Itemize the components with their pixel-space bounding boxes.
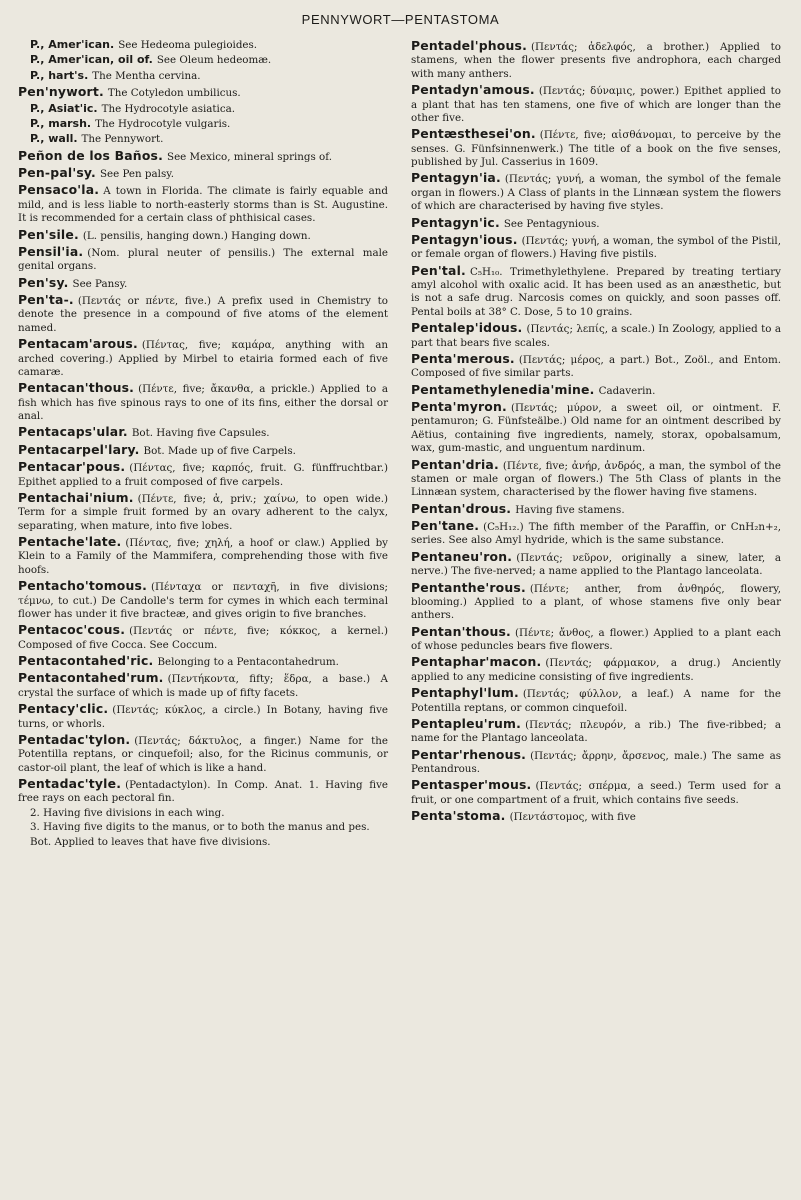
entry-definition: 2. Having five divisions in each wing. xyxy=(30,806,225,819)
dictionary-entry xyxy=(18,836,388,849)
entry-definition: (Πέντε, five; ἀνήρ, ἀνδρός, a man, the symbol of the stamen or male organ of flowers.) The 5th Class of plants in the Linnæan system, characterised by the flower having five stamens. xyxy=(411,459,781,499)
dictionary-entry xyxy=(18,701,388,731)
entry-headword: Pentadac'tyle. xyxy=(18,776,122,791)
entry-headword: Pen-pal'sy. xyxy=(18,165,96,180)
entry-headword: Pentar'rhenous. xyxy=(411,746,527,762)
entry-definition: See Hedeoma pulegioides. xyxy=(118,39,258,51)
dictionary-entry xyxy=(18,102,388,116)
entry-headword: Pentasper'mous. xyxy=(411,777,532,793)
dictionary-entry xyxy=(18,424,388,440)
entry-headword: P., Amer'ican. xyxy=(30,38,115,51)
entry-definition: C₅H₁₀. Trimethylethylene. Prepared by treating tertiary amyl alcohol with oxalic acid. It has been used as an anæsthetic, but is not a safe drug. Narcosis comes on quickly, and soon passes off. Pental boils at 38° C. Dose, 5 to 10 grains. xyxy=(411,265,781,318)
dictionary-entry xyxy=(411,685,781,715)
dictionary-entry xyxy=(411,38,781,81)
entry-headword: Pentache'late. xyxy=(18,534,122,549)
entry-headword: Pentan'drous. xyxy=(411,500,512,516)
dictionary-entry xyxy=(411,549,781,579)
entry-definition: (Πέντας, five; χηλή, a hoof or claw.) Applied by Klein to a Family of the Mammifera, comprehending those with five hoofs. xyxy=(18,537,388,576)
entry-definition: (Πεντάς; μύρον, a sweet oil, or ointment. F. pentamuron; G. Fünfsteälbe.) Old name for an ointment described by Aëtius, containing five ingredients, namely, storax, opobalsamum, wax, gum-mastic, and unguentum nardinum. xyxy=(411,402,781,455)
dictionary-entry xyxy=(18,148,388,164)
entry-definition: (Πεντάς; γυνή, a woman, the symbol of the Pistil, or female organ of flowers.) Having five pistils. xyxy=(411,234,781,261)
dictionary-entry xyxy=(411,777,781,807)
entry-definition: A town in Florida. The climate is fairly equable and mild, and is less liable to north-easterly storms than is St. Augustine. It is recommended for a certain class of phthisical cases. xyxy=(18,185,388,225)
entry-headword: Pentapleu'rum. xyxy=(411,715,522,731)
entry-definition: (Πεντήκοντα, fifty; ἕδρα, a base.) A crystal the surface of which is made up of fifty facets. xyxy=(18,673,388,699)
entry-definition: (Πεντάς; σπέρμα, a seed.) Term used for a fruit, or one compartment of a fruit, which contains five seeds. xyxy=(411,780,781,806)
dictionary-entry xyxy=(411,320,781,350)
entry-headword: P., Amer'ican, oil of. xyxy=(30,53,153,67)
dictionary-entry xyxy=(18,275,388,291)
entry-definition: (Πεντάς; δύναμις, power.) Epithet applied to a plant that has ten stamens, one five of which are longer than the other five. xyxy=(411,85,781,124)
entry-definition: The Mentha cervina. xyxy=(92,69,201,82)
entry-headword: Pentamethylenedia'mine. xyxy=(411,381,595,397)
entry-headword: Pensaco'la. xyxy=(18,182,100,198)
entry-headword: Pentacam'arous. xyxy=(18,336,138,352)
entry-headword: Pentan'thous. xyxy=(411,623,511,639)
dictionary-entry xyxy=(411,624,781,654)
dictionary-entry xyxy=(18,182,388,225)
dictionary-entry xyxy=(411,457,781,500)
dictionary-entry xyxy=(411,351,781,381)
entry-definition: See Pentagynious. xyxy=(503,217,600,230)
dictionary-entry xyxy=(411,580,781,623)
entry-headword: Pentadac'tylon. xyxy=(18,731,131,747)
entry-definition: (Πεντάστομος, with five xyxy=(509,811,636,824)
entry-headword: Pentacho'tomous. xyxy=(18,578,148,594)
entry-definition: (Πεντάς; λεπίς, a scale.) In Zoology, applied to a part that bears five scales. xyxy=(411,323,781,349)
entry-headword: P., wall. xyxy=(30,132,78,146)
dictionary-entry xyxy=(18,292,388,335)
dictionary-entry xyxy=(18,53,388,67)
dictionary-entry xyxy=(411,399,781,456)
entry-definition: (Pentadactylon). In Comp. Anat. 1. Having five free rays on each pectoral fin. xyxy=(18,779,388,805)
entry-headword: P., marsh. xyxy=(30,116,92,130)
dictionary-entry xyxy=(18,653,388,669)
dictionary-entry xyxy=(18,117,388,131)
entry-definition: The Hydrocotyle vulgaris. xyxy=(95,117,231,130)
entry-definition: See Oleum hedeomæ. xyxy=(156,54,272,67)
left-column xyxy=(18,38,388,850)
entry-definition: (Πέντας, five; καμάρα, anything with an arched covering.) Applied by Mirbel to etairia formed each of five camaræ. xyxy=(18,339,388,378)
dictionary-entry xyxy=(18,622,388,652)
entry-headword: Pentaneu'ron. xyxy=(411,548,513,564)
entry-definition: (Πεντάς or πέντε, five; κόκκος, a kernel.) Composed of five Cocca. See Coccum. xyxy=(18,625,388,651)
dictionary-entry xyxy=(18,69,388,83)
entry-headword: Pentaphyl'lum. xyxy=(411,685,519,701)
entry-definition: (Πεντάς; ἀδελφός, a brother.) Applied to stamens, when the flower presents five androphora, each charged with many anthers. xyxy=(411,41,781,80)
entry-headword: Pentacarpel'lary. xyxy=(18,441,140,457)
entry-definition: The Pennywort. xyxy=(81,133,164,146)
dictionary-entry xyxy=(18,578,388,621)
entry-headword: Pentacy'clic. xyxy=(18,701,109,717)
entry-headword: Pentadel'phous. xyxy=(411,38,528,53)
entry-definition: (Πεντάς; μέρος, a part.) Bot., Zoöl., and Entom. Composed of five similar parts. xyxy=(411,353,781,380)
entry-headword: Pentacar'pous. xyxy=(18,459,126,475)
entry-headword: Pen'nywort. xyxy=(18,84,104,100)
dictionary-entry xyxy=(18,807,388,820)
entry-headword: Pentacontahed'ric. xyxy=(18,653,154,668)
dictionary-entry xyxy=(18,732,388,775)
entry-definition: (Πεντάς; ἄρρην, ἄρσενος, male.) The same as Pentandrous. xyxy=(411,749,781,775)
entry-headword: Penta'merous. xyxy=(411,350,515,366)
entry-definition: Having five stamens. xyxy=(515,503,625,516)
dictionary-entry xyxy=(18,670,388,700)
entry-definition: (Nom. plural neuter of pensilis.) The external male genital organs. xyxy=(18,246,388,273)
entry-definition: (Πέντε, five; αἰσθάνομαι, to perceive by the senses. G. Fünfsinnenwerk.) The title of a book on the five senses, published by Jul. Casserius in 1609. xyxy=(411,129,781,168)
entry-definition: (Πεντάς; φάρμακον, a drug.) Anciently applied to any medicine consisting of five ingredients. xyxy=(411,657,781,683)
dictionary-entry xyxy=(18,459,388,489)
entry-definition: (Πεντάς; γυνή, a woman, the symbol of the female organ in flowers.) A Class of plants in the Linnæan system the flowers of which are characterised by having five styles. xyxy=(411,173,781,213)
entry-definition: Bot. Made up of five Carpels. xyxy=(143,444,296,457)
entry-definition: (Πένταχα or πενταχῆ, in five divisions; τέμνω, to cut.) De Candolle's term for cymes in which each terminal flower has under it five bracteæ, and gives origin to five branches. xyxy=(18,581,388,620)
entry-definition: (Πεντάς; πλευρόν, a rib.) The five-ribbed; a name for the Plantago lanceolata. xyxy=(411,718,781,745)
entry-headword: Pen'ta-. xyxy=(18,292,74,307)
entry-definition: (Πεντάς; κύκλος, a circle.) In Botany, having five turns, or whorls. xyxy=(18,704,388,730)
entry-definition: See Pansy. xyxy=(72,277,128,290)
entry-headword: P., hart's. xyxy=(30,68,89,82)
entry-definition: The Hydrocotyle asiatica. xyxy=(101,102,236,115)
dictionary-entry xyxy=(411,170,781,213)
entry-headword: Pentacoc'cous. xyxy=(18,622,126,638)
entry-definition: (Πέντε, five; ἀ, priv.; χαίνω, to open wide.) Term for a simple fruit formed by an ovary adherent to the calyx, separating, when mature, into five lobes. xyxy=(18,492,388,532)
dictionary-entry xyxy=(18,84,388,100)
dictionary-entry xyxy=(18,336,388,379)
entry-headword: Pentadyn'amous. xyxy=(411,82,535,98)
dictionary-entry xyxy=(18,534,388,577)
entry-headword: Pentacan'thous. xyxy=(18,380,135,396)
entry-headword: Pentagyn'ious. xyxy=(411,231,518,247)
entry-headword: Pen'sile. xyxy=(18,226,79,242)
entry-headword: Pentan'dria. xyxy=(411,456,499,472)
entry-headword: Pentagyn'ia. xyxy=(411,170,501,186)
running-header: PENNYWORT—PENTASTOMA xyxy=(301,12,500,27)
dictionary-entry xyxy=(411,501,781,517)
entry-headword: Pentachai'nium. xyxy=(18,489,134,505)
entry-headword: Pen'sy. xyxy=(18,274,69,290)
entry-definition: (C₅H₁₂.) The fifth member of the Paraffin, or CnH₂n+₂, series. See also Amyl hydride, which is the same substance. xyxy=(411,521,781,547)
entry-headword: Pentæsthesei'on. xyxy=(411,126,536,142)
dictionary-entry xyxy=(18,380,388,423)
entry-definition: (Πέντε, five; ἄκανθα, a prickle.) Applied to a fish which has five spinous rays to one of its fins, either the dorsal or anal. xyxy=(18,383,388,422)
right-column xyxy=(411,38,781,826)
entry-definition: See Pen palsy. xyxy=(99,168,174,180)
dictionary-entry xyxy=(411,654,781,684)
entry-headword: Pen'tal. xyxy=(411,262,466,278)
dictionary-entry xyxy=(411,518,781,548)
dictionary-entry xyxy=(18,227,388,243)
dictionary-entry xyxy=(411,263,781,320)
entry-headword: Pentanthe'rous. xyxy=(411,579,526,595)
dictionary-entry xyxy=(18,490,388,533)
entry-definition: Cadaverin. xyxy=(598,384,656,397)
dictionary-entry xyxy=(411,747,781,777)
dictionary-entry xyxy=(18,776,388,806)
dictionary-entry xyxy=(411,808,781,824)
entry-definition: (L. pensilis, hanging down.) Hanging down. xyxy=(82,229,311,242)
entry-headword: Pentalep'idous. xyxy=(411,320,523,336)
entry-definition: (Πέντε; ἄνθος, a flower.) Applied to a plant each of whose peduncles bears five flowers. xyxy=(411,626,781,652)
entry-definition: (Πεντάς or πέντε, five.) A prefix used in Chemistry to denote the presence in a compound of five atoms of the element named. xyxy=(18,295,388,334)
dictionary-entry xyxy=(411,126,781,169)
dictionary-entry xyxy=(18,244,388,274)
entry-headword: Pentacaps'ular. xyxy=(18,424,128,440)
entry-definition: (Πεντάς; δάκτυλος, a finger.) Name for the Potentilla reptans, or cinquefoil; also, for the Ricinus communis, or castor-oil plant, the leaf of which is like a hand. xyxy=(18,734,388,774)
entry-definition: Belonging to a Pentacontahedrum. xyxy=(157,656,339,668)
dictionary-entry xyxy=(411,82,781,125)
entry-headword: Pentaphar'macon. xyxy=(411,654,542,670)
entry-definition: The Cotyledon umbilicus. xyxy=(107,87,241,100)
entry-headword: Penta'stoma. xyxy=(411,808,506,824)
dictionary-entry xyxy=(18,165,388,181)
entry-definition: (Πέντας, five; καρπός, fruit. G. fünffruchtbar.) Epithet applied to a fruit composed of five carpels. xyxy=(18,462,388,488)
dictionary-entry xyxy=(18,442,388,458)
entry-headword: Peñon de los Baños. xyxy=(18,147,164,163)
entry-definition: (Πεντάς; φύλλον, a leaf.) A name for the Potentilla reptans, or common cinquefoil. xyxy=(411,688,781,714)
entry-headword: P., Asiat'ic. xyxy=(30,101,98,115)
entry-definition: (Πέντε; anther, from ἀνθηρός, flowery, blooming.) Applied to a plant, of whose stamens five only bear anthers. xyxy=(411,582,781,622)
entry-definition: Bot. Applied to leaves that have five divisions. xyxy=(30,835,271,848)
entry-headword: Pentagyn'ic. xyxy=(411,214,500,230)
entry-headword: Penta'myron. xyxy=(411,399,507,414)
dictionary-entry xyxy=(411,382,781,398)
entry-definition: 3. Having five digits to the manus, or to both the manus and pes. xyxy=(30,821,370,834)
entry-definition: (Πεντάς; νεῦρον, originally a sinew, later, a nerve.) The five-nerved; a name applied to the Plantago lanceolata. xyxy=(411,551,781,578)
dictionary-entry xyxy=(18,132,388,146)
entry-definition: Bot. Having five Capsules. xyxy=(131,427,270,440)
dictionary-entry xyxy=(411,215,781,231)
dictionary-entry xyxy=(18,38,388,52)
entry-headword: Pen'tane. xyxy=(411,518,480,533)
entry-definition: See Mexico, mineral springs of. xyxy=(167,150,332,163)
entry-headword: Pensil'ia. xyxy=(18,243,84,259)
dictionary-entry xyxy=(411,232,781,262)
dictionary-entry xyxy=(411,716,781,746)
entry-headword: Pentacontahed'rum. xyxy=(18,670,164,686)
dictionary-entry xyxy=(18,821,388,834)
